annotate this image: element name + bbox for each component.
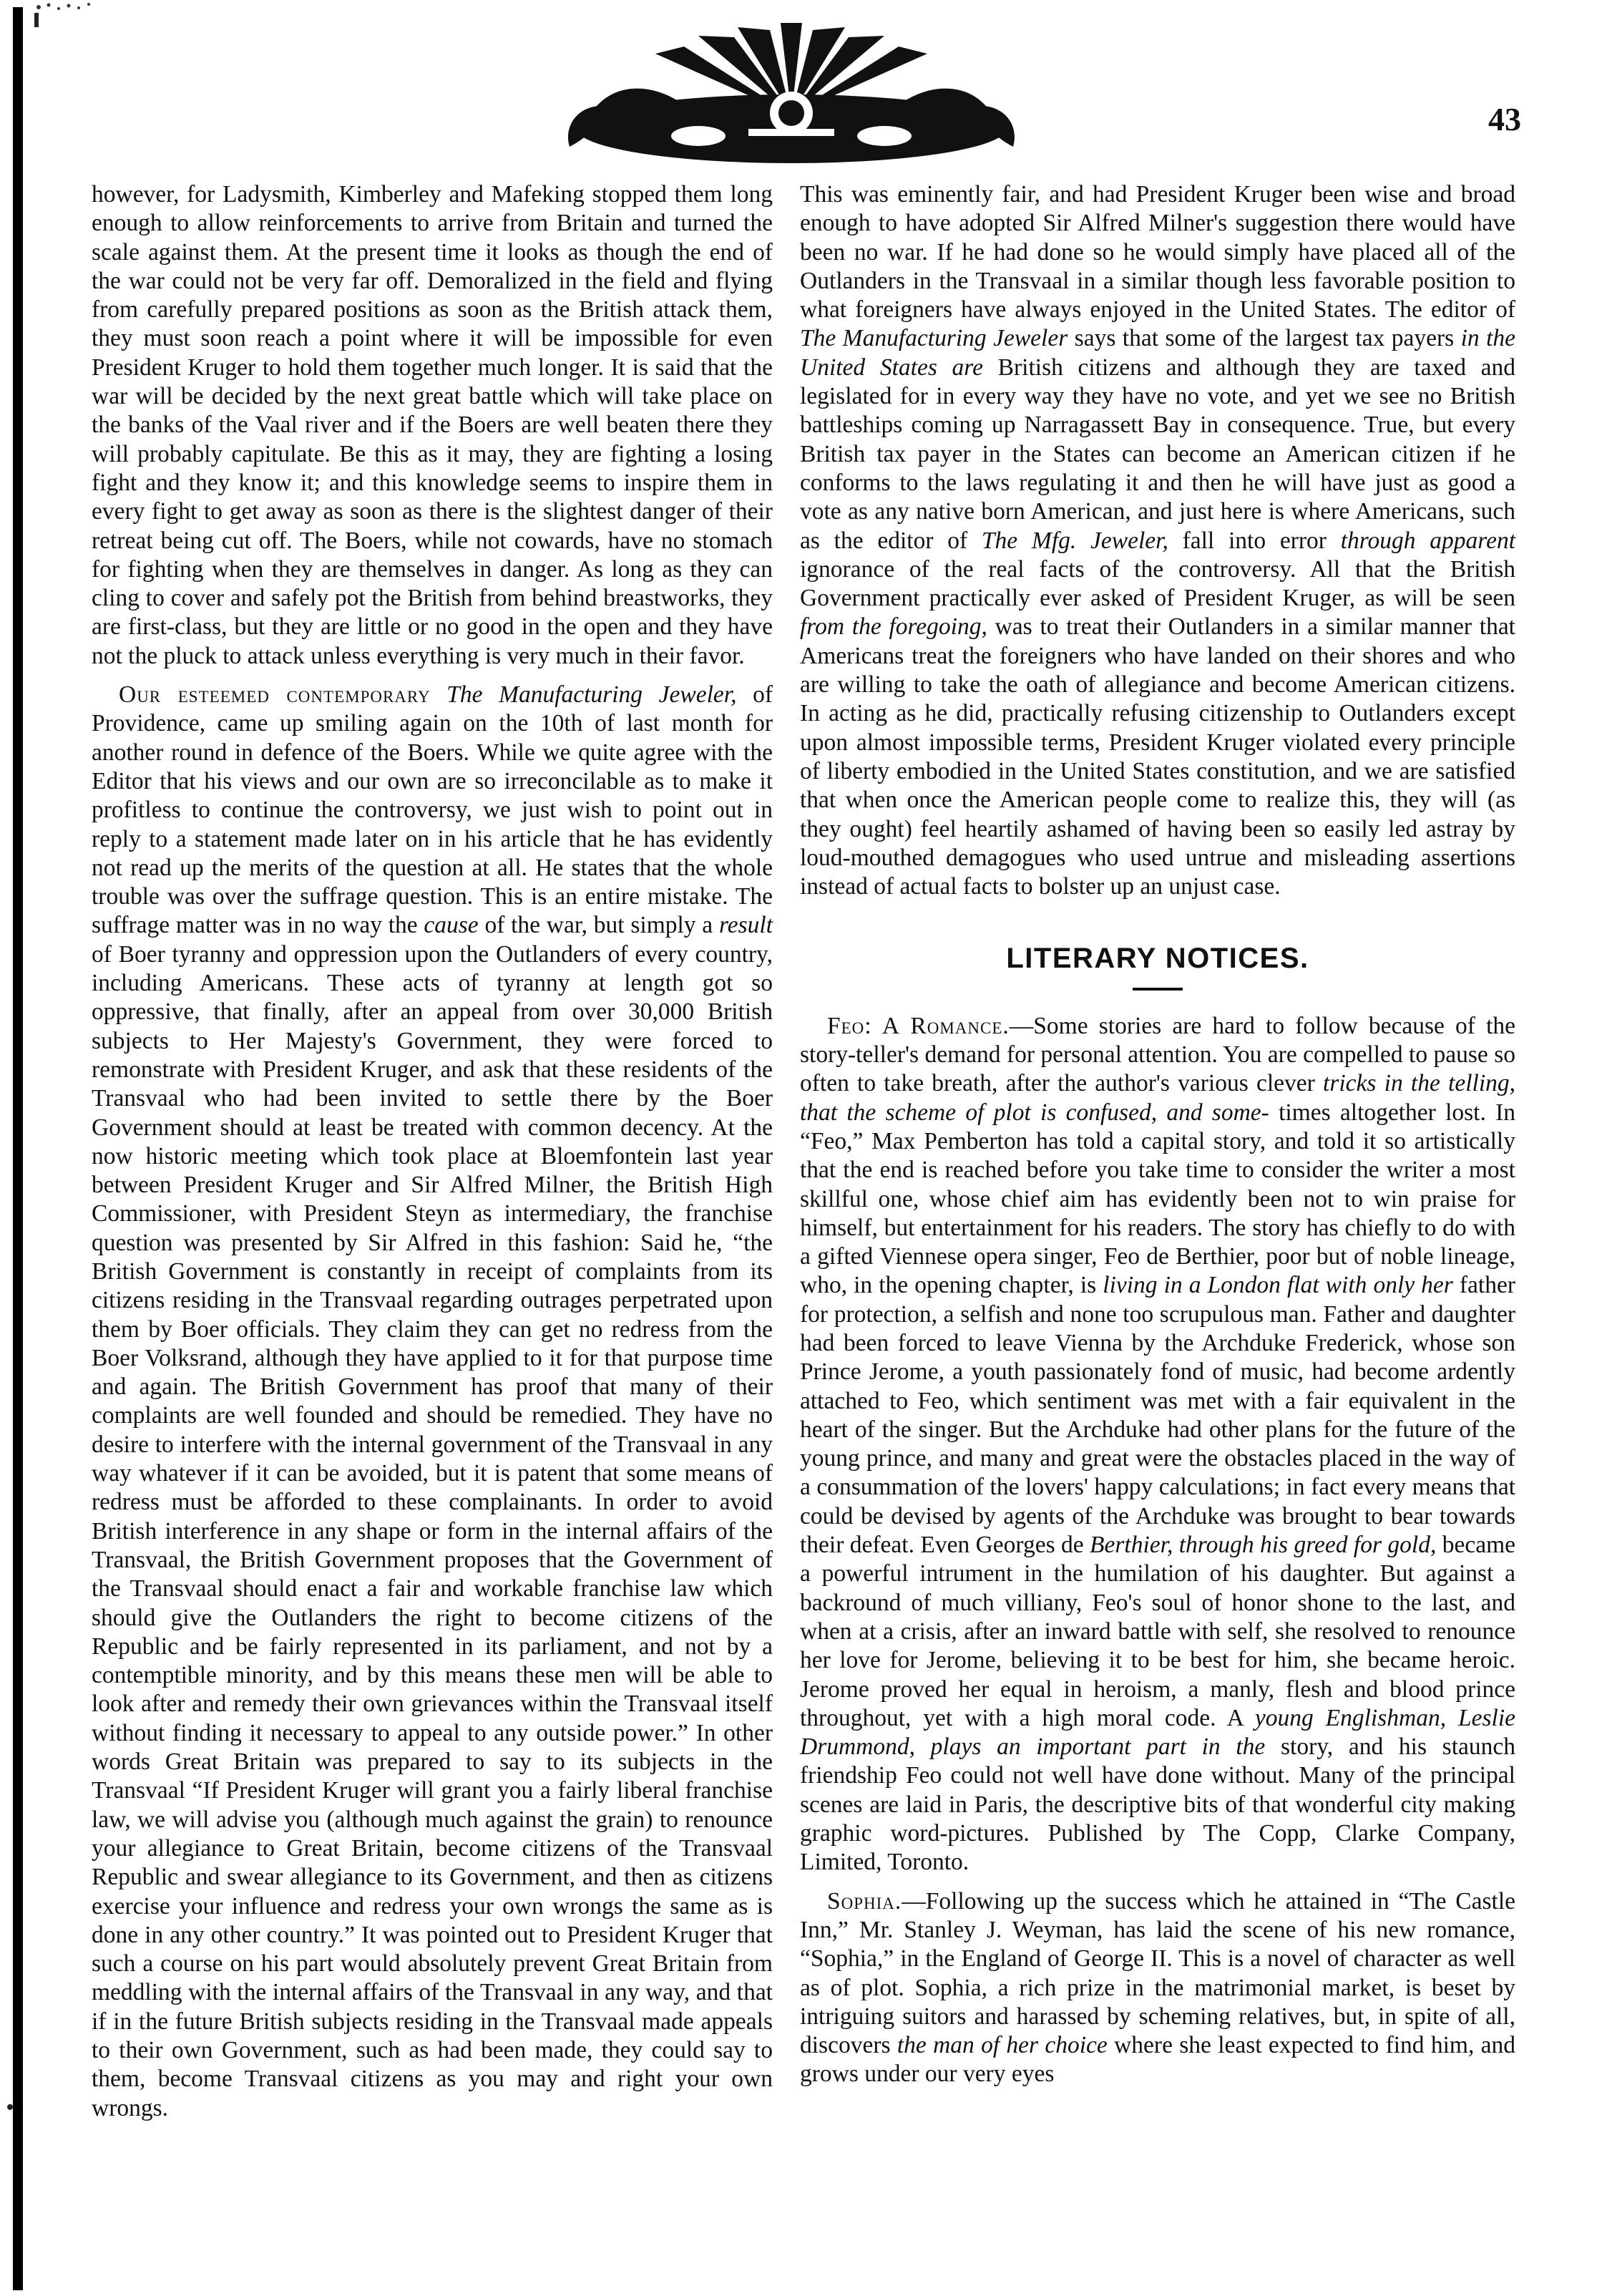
- publication-title: The Manufacturing Jeweler,: [446, 681, 737, 709]
- kruger-italic-2: through apparent: [1340, 527, 1516, 554]
- scan-speck: [7, 2104, 13, 2110]
- kruger-text-d: fall into error: [1182, 527, 1327, 554]
- feo-lead: Feo: A Romance.: [827, 1012, 1010, 1039]
- contemporary-text-b: of the war, but simply a: [484, 912, 713, 939]
- contemporary-text-a: of Providence, came up smiling again on the 10th of last month for another round in defence of the Boers. While we quite agree with the Editor that his views and our own are so irreconcilable as to make it profitless to continue the controversy, we just wish to point out in reply to a statement made later on in his article that he has evidently not read up the merits of the question at all. He states that the whole trouble was over the suffrage question. This is an entire mistake. The suffrage matter was in no way the: [92, 681, 773, 939]
- sophia-italic: the man of her choice: [897, 2032, 1108, 2059]
- feo-text-c: father for protection, a selfish and none too scrupulous man. Father and daughter had been forced to leave Vienna by the Archduke Frederick, whose son Prince Jerome, a youth passionately fond of music, had become ardently attached to Feo, which sentiment was met with a fair equivalent in the heart of the singer. But the Archduke had other plans for the future of the young prince, and many and great were the obstacles placed in the way of a consummation of the lovers' happy calculations; in fact every means that could be devised by agents of the Archduke was brought to bear towards their defeat. Even Georges de: [800, 1272, 1516, 1559]
- kruger-text-b: says that some of the largest tax payers: [1074, 325, 1455, 352]
- kruger-text-c: British citizens and although they are taxed and legislated for in every way they have no vote, and yet we see no British battleships coming up Narragassett Bay in consequence. True, but every British tax payer in the States can become an American citizen if he conforms to the laws regulating it and then he will have just as good a vote as any native born American, and just here is where Americans, such as the editor of: [800, 354, 1516, 554]
- contemporary-lead: Our esteemed contemporary: [119, 681, 431, 709]
- kruger-italic-1: in the United States are: [800, 325, 1516, 381]
- sophia-text-b: where she least expected to find him, and grows under our very eyes: [800, 2032, 1516, 2088]
- sophia-review-paragraph: [800, 1887, 1515, 2089]
- kruger-text-e: ignorance of the real facts of the controversy. All that the British Government practically ever asked of President Kruger, as will be seen: [800, 555, 1515, 612]
- feo-italic-2: living in a London flat with only her: [1103, 1272, 1453, 1299]
- sophia-lead: Sophia.: [827, 1887, 902, 1915]
- feo-text-e: story, and his staunch friendship Feo could not well have done without. Many of the principal scenes are laid in Paris, the descriptive bits of that wonderful city making graphic word-pictures. Published by The Copp, Clarke Company, Limited, Toronto.: [800, 1733, 1516, 1876]
- section-divider: [1133, 988, 1183, 991]
- sophia-text-a: —Following up the success which he attained in “The Castle Inn,” Mr. Stanley J. Weyman, has laid the scene of his new romance, “Sophia,” in the England of George II. This is a novel of character as well as of plot. Sophia, a rich prize in the matrimonial market, is beset by intriguing suitors and harassed by scheming relatives, but, in spite of all, discovers: [800, 1887, 1515, 2059]
- kruger-text-a: This was eminently fair, and had President Kruger been wise and broad enough to have adopted Sir Alfred Milner's suggestion there would have been no war. If he had done so he would simply have placed all of the Outlanders in the Transvaal in a similar though less favorable position to what foreigners have always enjoyed in the United States. The editor of: [800, 181, 1515, 324]
- feo-review-paragraph: [800, 1012, 1515, 1877]
- left-column: [92, 180, 773, 2123]
- scan-artifact-mark: [31, 0, 110, 29]
- jeweler-title-2: The Mfg. Jeweler,: [981, 527, 1168, 554]
- feo-text-b: times altogether lost. In “Feo,” Max Pemberton has told a capital story, and told it so artistically that the end is reached before you take time to consider the writer a most skillful one, whose chief aim has evidently been not to win praise for himself, but entertainment for his readers. The story has chiefly to do with a gifted Viennese opera singer, Feo de Berthier, poor but of noble lineage, who, in the opening chapter, is: [800, 1099, 1516, 1299]
- feo-italic-1: tricks in the telling, that the scheme of plot is confused, and some-: [800, 1070, 1516, 1126]
- sunburst-ornament-icon: [555, 21, 1027, 172]
- page-number: 43: [1488, 101, 1521, 137]
- literary-notices-heading: LITERARY NOTICES.: [1006, 943, 1309, 975]
- feo-text-d: became a powerful intrument in the humilation of his daughter. But against a backround of much villiany, Feo's soul of honor shone to the last, and when at a crisis, after an inward battle with self, she resolved to renounce her love for Jerome, believing it to be best for him, she became heroic. Jerome proved her equal in heroism, a manly, flesh and blood prince throughout, yet with a high moral code. A: [800, 1532, 1516, 1731]
- feo-italic-4: young Englishman, Leslie Drummond, plays an important part in the: [800, 1704, 1516, 1761]
- jeweler-title-1: The Manufacturing Jeweler: [800, 325, 1068, 352]
- feo-italic-3: Berthier, through his greed for gold,: [1090, 1532, 1437, 1559]
- boer-war-paragraph: however, for Ladysmith, Kimberley and Mafeking stopped them long enough to allow reinforcements to arrive from Britain and turned the scale against them. At the present time it looks as though the end of the war could not be very far off. Demoralized in the field and flying from carefully prepared positions as soon as the British attack them, they must soon reach a point where it will be impossible for even President Kruger to hold them together much longer. It is said that the war will be decided by the next great battle which will take place on the banks of the Vaal river and if the Boers are well beaten there they will probably capitulate. Be this as it may, they are fighting a losing fight and they know it; and this knowledge seems to inspire them in every fight to get away as soon as there is the slightest danger of their retreat being cut off. The Boers, while not cowards, have no stomach for fighting when they are themselves in danger. As long as they can cling to cover and safely pot the British from behind breastworks, they are first-class, but they are little or no good in the open and they have not the pluck to attack unless everything is very much in their favor.: [92, 181, 773, 669]
- contemporary-text-c: of Boer tyranny and oppression upon the Outlanders of every country, including Americans. These acts of tyranny at length got so oppressive, that finally, after an appeal from over 30,000 British subjects to Her Majesty's Government, they were forced to remonstrate with President Kruger, and ask that these residents of the Transvaal who had been invited to settle there by the Boer Government should at least be treated with common decency. At the now historic meeting which took place at Bloemfontein last year between President Kruger and Sir Alfred Milner, the British High Commissioner, with President Steyn as intermediary, the franchise question was presented by Sir Alfred in this fashion: Said he, “the British Government is constantly in receipt of complaints from its citizens residing in the Transvaal regarding outrages perpetrated upon them by Boer officials. They claim they can get no redress from the Boer Volksrand, although they have applied to it for that purpose time and again. The British Government has proof that many of their complaints are well founded and should be remedied. They have no desire to interfere with the internal government of the Transvaal in any way whatever if it can be avoided, but it is patent that some means of redress must be afforded to these complainants. In order to avoid British interference in any shape or form in the internal affairs of the Transvaal, the British Government proposes that the Government of the Transvaal should enact a fair and workable franchise law which should give the Outlanders the right to become citizens of the Republic and be fairly represented in its parliament, and not by a contemptible minority, and by this means these men will be able to look after and remedy their own grievances within the Transvaal itself without finding it necessary to appeal to any outside power.” In other words Great Britain was prepared to say to its subjects in the Transvaal “If President Kruger will grant you a fairly liberal franchise law, we will advise you (although much against the grain) to renounce your allegiance to Great Britain, become citizens of the Transvaal Republic and swear allegiance to its Government, and then as citizens exercise your influence and redress your own wrongs the same as is done in any other country.” It was pointed out to President Kruger that such a course on his part would absolutely prevent Great Britain from meddling with the internal affairs of the Transvaal in any way, and that if in the future British subjects residing in the Transvaal made appeals to their own Government, such as had been made, they could say to them, become Transvaal citizens as you may and right your own wrongs.: [92, 940, 773, 2121]
- kruger-paragraph: [800, 180, 1515, 901]
- contemporary-paragraph: [92, 681, 773, 2123]
- right-column: [800, 180, 1515, 2089]
- contemporary-cause: cause: [424, 912, 479, 939]
- kruger-italic-3: from the foregoing,: [800, 613, 987, 641]
- kruger-text-f: was to treat their Outlanders in a similar manner that Americans treat the foreigners who have landed on their shores and who are willing to take the oath of allegiance and become American citizens. In acting as he did, practically refusing citizenship to Outlanders except upon almost impossible terms, President Kruger violated every principle of liberty embodied in the United States constitution, and we are satisfied that when once the American people come to realize this, they will (as they ought) feel heartily ashamed of having been so easily led astray by loud-mouthed demagogues who used untrue and misleading assertions instead of actual facts to bolster up an unjust case.: [800, 613, 1515, 900]
- contemporary-result: result: [718, 912, 773, 939]
- binding-edge-rule: [13, 7, 23, 2290]
- feo-text-a: —Some stories are hard to follow because of the story-teller's demand for personal attention. You are compelled to pause so often to take breath, after the author's various clever: [800, 1012, 1515, 1097]
